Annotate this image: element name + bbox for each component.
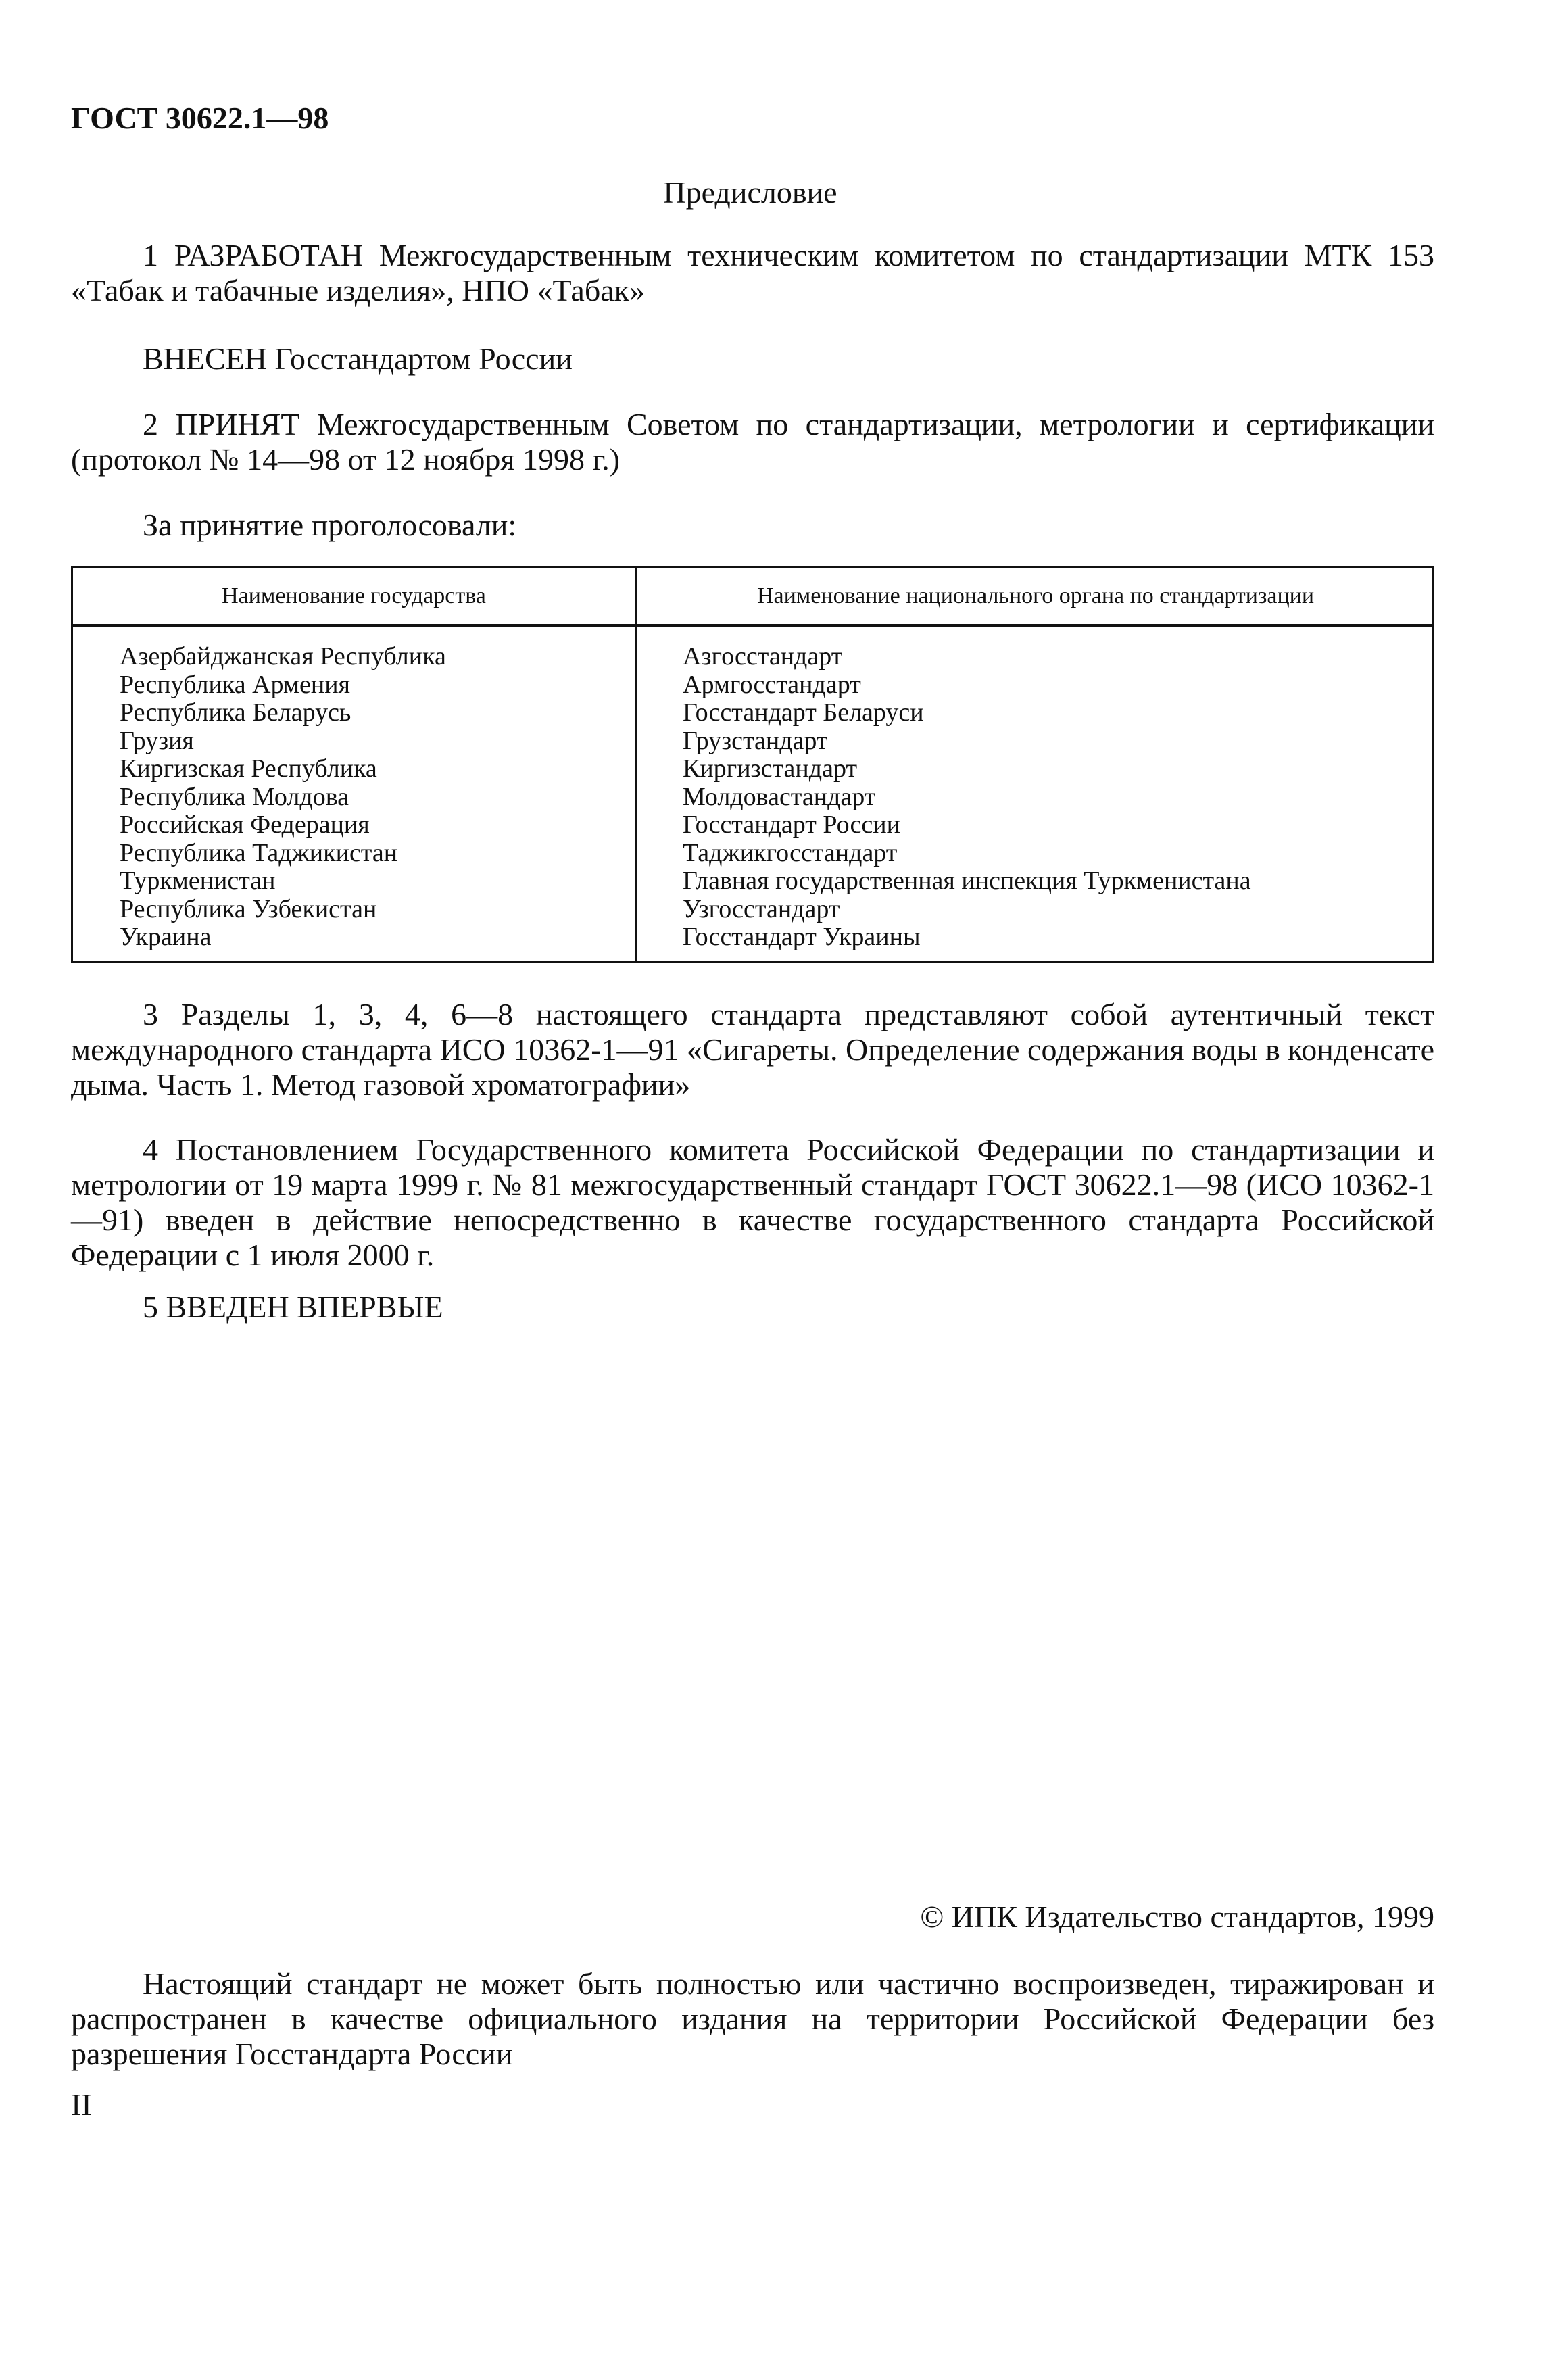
section-3-sections: 3 Разделы 1, 3, 4, 6—8 настоящего стандарта представляют собой аутентичный текст международного стандарта ИСО 10362-1—91 «Сигареты. Определение содержания воды в конденсате дыма. Часть 1. Метод газовой хроматографии»	[71, 997, 1434, 1102]
page-title: Предисловие	[663, 175, 837, 210]
table-cell-national-body: Таджикгосстандарт	[683, 838, 898, 867]
table-cell-state: Республика Таджикистан	[120, 838, 398, 867]
table-cell-state: Туркменистан	[120, 867, 276, 895]
table-cell-national-body: Узгосстандарт	[683, 894, 840, 923]
table-cell-state: Республика Армения	[120, 670, 351, 699]
table-cell-national-body: Госстандарт Украины	[683, 923, 921, 951]
section-1-introduced: ВНЕСЕН Госстандартом России	[143, 341, 573, 376]
table-cell-state: Республика Молдова	[120, 782, 349, 811]
table-cell-state: Республика Узбекистан	[120, 894, 377, 923]
reproduction-notice: Настоящий стандарт не может быть полностью или частично воспроизведен, тиражирован и распространен в качестве официального издания на территории Российской Федерации без разрешения Госстандарта России	[71, 1966, 1434, 2071]
table-cell-national-body: Киргизстандарт	[683, 754, 858, 783]
table-header-national-body: Наименование национального органа по стандартизации	[756, 583, 1315, 608]
section-2-accepted: 2 ПРИНЯТ Межгосударственным Советом по стандартизации, метрологии и сертификации (протокол № 14—98 от 12 ноября 1998 г.)	[71, 407, 1434, 477]
table-cell-national-body: Госстандарт Беларуси	[683, 698, 924, 727]
section-5-first-introduced: 5 ВВЕДЕН ВПЕРВЫЕ	[143, 1290, 443, 1324]
table-cell-national-body: Молдовастандарт	[683, 782, 876, 811]
table-cell-state: Украина	[120, 923, 212, 951]
copyright-line: © ИПК Издательство стандартов, 1999	[920, 1899, 1434, 1934]
table-column-national-bodies	[683, 643, 1251, 952]
voting-table	[71, 566, 1434, 963]
table-cell-national-body: Армгосстандарт	[683, 670, 861, 699]
document-code: ГОСТ 30622.1—98	[71, 101, 329, 135]
table-column-divider	[635, 568, 637, 961]
voted-caption: За принятие проголосовали:	[143, 508, 517, 542]
table-cell-state: Азербайджанская Республика	[120, 642, 446, 671]
table-column-states	[120, 643, 446, 952]
table-cell-state: Киргизская Республика	[120, 754, 377, 783]
page-number: II	[71, 2087, 92, 2122]
table-cell-state: Российская Федерация	[120, 810, 370, 839]
table-cell-national-body: Госстандарт России	[683, 810, 900, 839]
table-cell-national-body: Грузстандарт	[683, 726, 828, 755]
table-header-state: Наименование государства	[222, 583, 486, 608]
table-header-divider	[73, 624, 1432, 627]
table-cell-state: Грузия	[120, 726, 194, 755]
table-cell-state: Республика Беларусь	[120, 698, 351, 727]
section-1-developed: 1 РАЗРАБОТАН Межгосударственным техническим комитетом по стандартизации МТК 153 «Табак и табачные изделия», НПО «Табак»	[71, 238, 1434, 308]
section-4-resolution: 4 Постановлением Государственного комитета Российской Федерации по стандартизации и метрологии от 19 марта 1999 г. № 81 межгосударственный стандарт ГОСТ 30622.1—98 (ИСО 10362-1—91) введен в действие непосредственно в качестве государственного стандарта Российской Федерации с 1 июля 2000 г.	[71, 1132, 1434, 1272]
table-cell-national-body: Азгосстандарт	[683, 642, 843, 671]
table-cell-national-body: Главная государственная инспекция Туркменистана	[683, 867, 1251, 895]
